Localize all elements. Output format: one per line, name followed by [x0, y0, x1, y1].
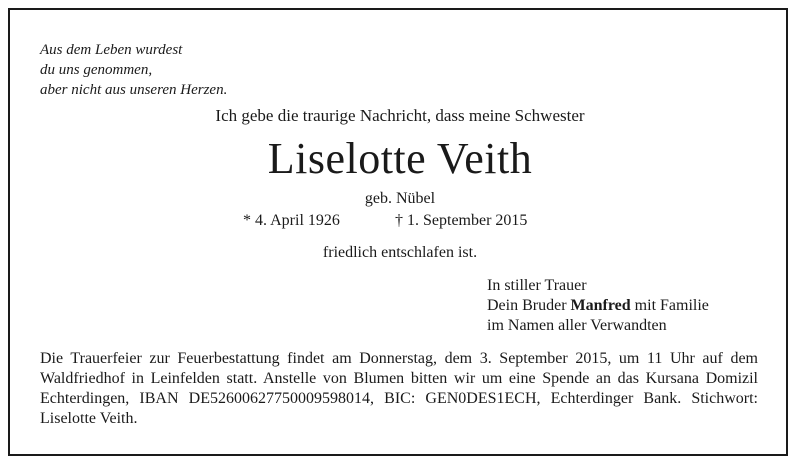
announcement-intro: Ich gebe die traurige Nachricht, dass meine Schwester [215, 106, 585, 125]
poem-line: du uns genommen, [40, 62, 153, 78]
poem-line: Aus dem Leben wurdest [40, 42, 183, 58]
deceased-name: Liselotte Veith [267, 134, 533, 183]
birth-date: * 4. April 1926 [243, 212, 340, 229]
mourner-name: Manfred [570, 297, 631, 314]
memorial-poem [40, 40, 227, 100]
passed-away-line: friedlich entschlafen ist. [322, 244, 478, 261]
mourner-family: mit Familie [630, 297, 709, 314]
funeral-notice: Die Trauerfeier zur Feuerbestattung findet am Donnerstag, dem 3. September 2015, um 11 Uhr auf dem Waldfriedhof in Leinfelden statt. Anstelle von Blumen bitten wir um eine Spende an das Kursana Domizil Echterdingen, IBAN DE52600627750009598014, BIC: GEN0DES1ECH, Echterdinger Bank. Stichwort: Liselotte Veith. [40, 350, 758, 427]
mourner-relation: Dein Bruder [487, 297, 571, 314]
mourning-phrase: In stiller Trauer [487, 277, 587, 294]
mourner-line [487, 296, 709, 316]
mourners-block [487, 276, 709, 336]
relatives-line: im Namen aller Verwandten [487, 317, 667, 334]
poem-line: aber nicht aus unseren Herzen. [40, 82, 228, 98]
maiden-name: geb. Nübel [364, 190, 436, 207]
death-date: † 1. September 2015 [395, 212, 528, 229]
